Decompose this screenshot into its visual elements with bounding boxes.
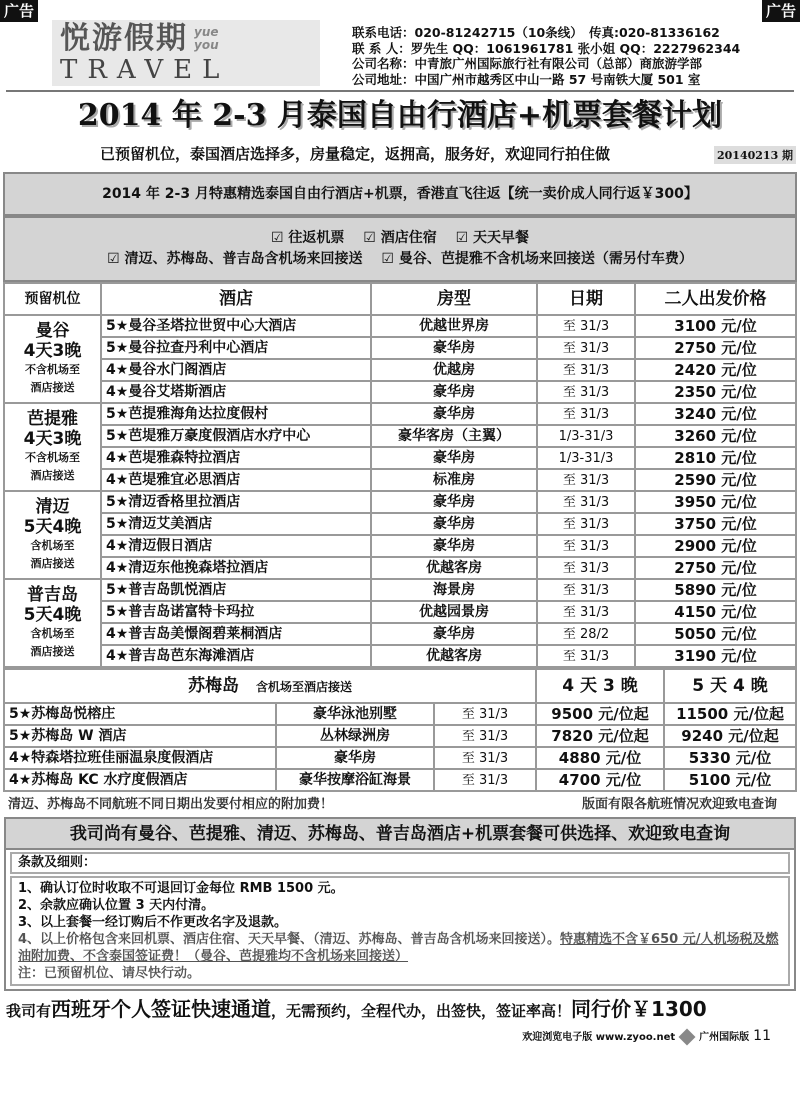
term-1: 1、确认订位时收取不可退回订金每位 RMB 1500 元。 [18,881,344,896]
header-room: 房型 [371,283,537,315]
room-type: 优越客房 [371,557,537,579]
price: 2810 元/位 [635,447,796,469]
page-number: 11 [753,1028,771,1044]
room-type: 豪华房 [371,337,537,359]
contact-person: 联 系 人：罗先生 QQ：1061961781 张小姐 QQ：2227962344 [352,40,741,56]
date-range: 至 31/3 [537,535,635,557]
hotel-name: 4★苏梅岛 KC 水疗度假酒店 [4,769,276,791]
room-type: 豪华房 [371,535,537,557]
footer-url: 欢迎浏览电子版 www.zyoo.net [522,1032,676,1043]
table-row [4,579,796,601]
price: 2900 元/位 [635,535,796,557]
terms-box [4,817,796,991]
room-type: 豪华房 [371,447,537,469]
price: 3260 元/位 [635,425,796,447]
table-row [4,491,796,513]
region-cell [4,491,101,579]
region-note: 酒店接送 [30,557,75,570]
hotel-name: 4★清迈假日酒店 [101,535,371,557]
ad-label-right: 广告 [762,0,800,22]
hotel-name: 4★曼谷水门阁酒店 [101,359,371,381]
more-packages: 我司尚有曼谷、芭提雅、清迈、苏梅岛、普吉岛酒店+机票套餐可供选择、欢迎致电查询 [6,819,794,850]
subtitle: 已预留机位，泰国酒店选择多，房量稳定，返拥高，服务好，欢迎同行拍住做 [100,145,611,163]
region-name: 普吉岛 [27,585,78,605]
region-name: 曼谷 [35,321,70,341]
room-type: 豪华房 [371,381,537,403]
room-type: 优越房 [371,359,537,381]
room-type: 豪华房 [371,491,537,513]
price: 3240 元/位 [635,403,796,425]
table-row [4,703,796,725]
inquiry-note: 版面有限各航班情况欢迎致电查询 [581,797,777,812]
price: 2750 元/位 [635,557,796,579]
samui-header-row [4,669,796,703]
date-range: 至 31/3 [537,601,635,623]
region-note: 不含机场至 [25,451,80,464]
date-range: 至 31/3 [537,513,635,535]
samui-note: 含机场至酒店接送 [256,679,353,694]
ad-label-left: 广告 [0,0,38,22]
samui-table [3,668,797,792]
room-type: 优越世界房 [371,315,537,337]
table-row [4,359,796,381]
table-row [4,535,796,557]
hotel-price-table [3,282,797,668]
room-type: 豪华房 [371,513,537,535]
price: 3950 元/位 [635,491,796,513]
room-type: 优越园景房 [371,601,537,623]
date-range: 至 31/3 [434,703,536,725]
includes-line-1: ☑ 往返机票 ☑ 酒店住宿 ☑ 天天早餐 [270,230,530,246]
date-range: 至 28/2 [537,623,635,645]
header-date: 日期 [537,283,635,315]
term-4-underlined: 特惠精选不含￥650 元/人机场税及燃油附加费、不含泰国签证费！（曼谷、芭提雅均不含机场来回接送） [18,932,779,964]
samui-col-5d: 5 天 4 晚 [664,669,796,703]
price-5d: 5100 元/位 [664,769,796,791]
promo-banner: 2014 年 2-3 月特惠精选泰国自由行酒店+机票，香港直飞往返【统一卖价成人同行返￥300】 [3,172,797,216]
region-duration: 5天4晚 [23,517,82,537]
hotel-name: 5★清迈艾美酒店 [101,513,371,535]
date-range: 1/3-31/3 [537,425,635,447]
hotel-name: 4★清迈东他挽森塔拉酒店 [101,557,371,579]
room-type: 丛林绿洲房 [276,725,434,747]
table-row [4,315,796,337]
term-2: 2、余款应确认位置 3 天内付清。 [18,898,215,913]
date-range: 至 31/3 [434,747,536,769]
table-row [4,725,796,747]
issue-number: 20140213 期 [714,146,796,164]
price: 4150 元/位 [635,601,796,623]
main-content [3,282,797,1047]
includes-box [3,216,797,282]
date-range: 至 31/3 [537,491,635,513]
region-note: 不含机场至 [25,363,80,376]
region-name: 清迈 [35,497,70,517]
price: 5890 元/位 [635,579,796,601]
date-range: 至 31/3 [537,381,635,403]
price: 2420 元/位 [635,359,796,381]
table-row [4,337,796,359]
footer [3,1027,797,1047]
region-note: 酒店接送 [30,381,75,394]
price: 3750 元/位 [635,513,796,535]
region-note: 酒店接送 [30,469,75,482]
header-flight: 预留机位 [4,283,101,315]
hotel-name: 4★普吉岛美憬阁碧莱桐酒店 [101,623,371,645]
footer-edition: 广州国际版 [699,1032,750,1043]
price: 2590 元/位 [635,469,796,491]
hotel-name: 5★苏梅岛悦榕庄 [4,703,276,725]
table-row [4,425,796,447]
room-type: 豪华房 [371,623,537,645]
hotel-name: 5★曼谷拉查丹利中心酒店 [101,337,371,359]
notes-row [3,792,797,817]
samui-col-4d: 4 天 3 晚 [536,669,664,703]
price: 3100 元/位 [635,315,796,337]
date-range: 至 31/3 [537,315,635,337]
region-note: 酒店接送 [30,645,75,658]
price: 3190 元/位 [635,645,796,667]
price-4d: 9500 元/位起 [536,703,664,725]
room-type: 豪华房 [371,403,537,425]
region-name: 芭提雅 [27,409,78,429]
table-row [4,601,796,623]
terms-list [10,876,790,986]
date-range: 至 31/3 [537,469,635,491]
region-duration: 4天3晚 [23,429,82,449]
table-row [4,447,796,469]
contact-phone: 联系电话：020-81242715（10条线） 传真:020-81336162 [352,25,720,40]
price: 5050 元/位 [635,623,796,645]
hotel-name: 5★普吉岛诺富特卡玛拉 [101,601,371,623]
visa-price: 同行价￥1300 [571,997,707,1021]
table-row [4,623,796,645]
logo-yue-you: yue you [194,25,219,52]
price-5d: 5330 元/位 [664,747,796,769]
region-cell [4,403,101,491]
room-type: 海景房 [371,579,537,601]
date-range: 至 31/3 [537,403,635,425]
room-type: 豪华按摩浴缸海景 [276,769,434,791]
logo-en: TRAVEL [60,55,230,85]
table-row [4,769,796,791]
date-range: 至 31/3 [434,725,536,747]
logo-cn: 悦游假期 [60,21,188,56]
company-logo [52,20,320,86]
seal-icon [679,1029,696,1046]
table-row [4,469,796,491]
table-row [4,557,796,579]
price-5d: 9240 元/位起 [664,725,796,747]
header-price: 二人出发价格 [635,283,796,315]
date-range: 1/3-31/3 [537,447,635,469]
room-type: 豪华房 [276,747,434,769]
room-type: 豪华泳池别墅 [276,703,434,725]
hotel-name: 4★曼谷艾塔斯酒店 [101,381,371,403]
table-row [4,645,796,667]
visa-promo: 我司有西班牙个人签证快速通道，无需预约，全程代办，出签快，签证率高！同行价￥1300 [6,997,707,1021]
price-4d: 7820 元/位起 [536,725,664,747]
hotel-name: 5★清迈香格里拉酒店 [101,491,371,513]
hotel-name: 4★芭堤雅宜必思酒店 [101,469,371,491]
surcharge-note: 清迈、苏梅岛不同航班不同日期出发要付相应的附加费！ [8,797,334,812]
term-4: 4、以上价格包含来回机票、酒店住宿、天天早餐、（清迈、苏梅岛、普吉岛含机场来回接送）。特惠精选不含￥650 元/人机场税及燃油附加费、不含泰国签证费！（曼谷、芭提雅均不含机场来回接送） [18,932,779,964]
date-range: 至 31/3 [537,557,635,579]
room-type: 标准房 [371,469,537,491]
price-5d: 11500 元/位起 [664,703,796,725]
price-4d: 4700 元/位 [536,769,664,791]
includes-line-2: ☑ 清迈、苏梅岛、普吉岛含机场来回接送 ☑ 曼谷、芭提雅不含机场来回接送（需另付车费） [107,251,693,267]
region-cell [4,315,101,403]
hotel-name: 5★苏梅岛 W 酒店 [4,725,276,747]
page-title: 2014 年 2-3 月泰国自由行酒店+机票套餐计划 [77,98,723,133]
room-type: 优越客房 [371,645,537,667]
date-range: 至 31/3 [434,769,536,791]
date-range: 至 31/3 [537,579,635,601]
hotel-name: 4★普吉岛芭东海滩酒店 [101,645,371,667]
hotel-name: 4★芭堤雅森特拉酒店 [101,447,371,469]
samui-title: 苏梅岛 含机场至酒店接送 [4,669,536,703]
room-type: 豪华客房（主翼） [371,425,537,447]
hotel-name: 5★普吉岛凯悦酒店 [101,579,371,601]
date-range: 至 31/3 [537,645,635,667]
company-name: 公司名称：中青旅广州国际旅行社有限公司（总部）商旅游学部 [352,56,703,71]
region-note: 含机场至 [30,539,75,552]
terms-title: 条款及细则： [10,852,790,874]
contact-info [352,25,740,87]
hotel-name: 5★芭提雅海角达拉度假村 [101,403,371,425]
region-note: 含机场至 [30,627,75,640]
company-address: 公司地址：中国广州市越秀区中山一路 57 号南铁大厦 501 室 [352,71,701,87]
region-cell [4,579,101,667]
date-range: 至 31/3 [537,359,635,381]
terms-note: 注：已预留机位、请尽快行动。 [18,966,201,981]
divider [6,90,794,92]
table-row [4,513,796,535]
hotel-name: 5★曼谷圣塔拉世贸中心大酒店 [101,315,371,337]
table-row [4,381,796,403]
price: 2750 元/位 [635,337,796,359]
price-4d: 4880 元/位 [536,747,664,769]
table-row [4,403,796,425]
date-range: 至 31/3 [537,337,635,359]
region-duration: 4天3晚 [23,341,82,361]
hotel-name: 4★特森塔拉班佳丽温泉度假酒店 [4,747,276,769]
term-3: 3、以上套餐一经订购后不作更改名字及退款。 [18,915,288,930]
price: 2350 元/位 [635,381,796,403]
hotel-name: 5★芭堤雅万豪度假酒店水疗中心 [101,425,371,447]
region-duration: 5天4晚 [23,605,82,625]
table-row [4,747,796,769]
header-hotel: 酒店 [101,283,371,315]
